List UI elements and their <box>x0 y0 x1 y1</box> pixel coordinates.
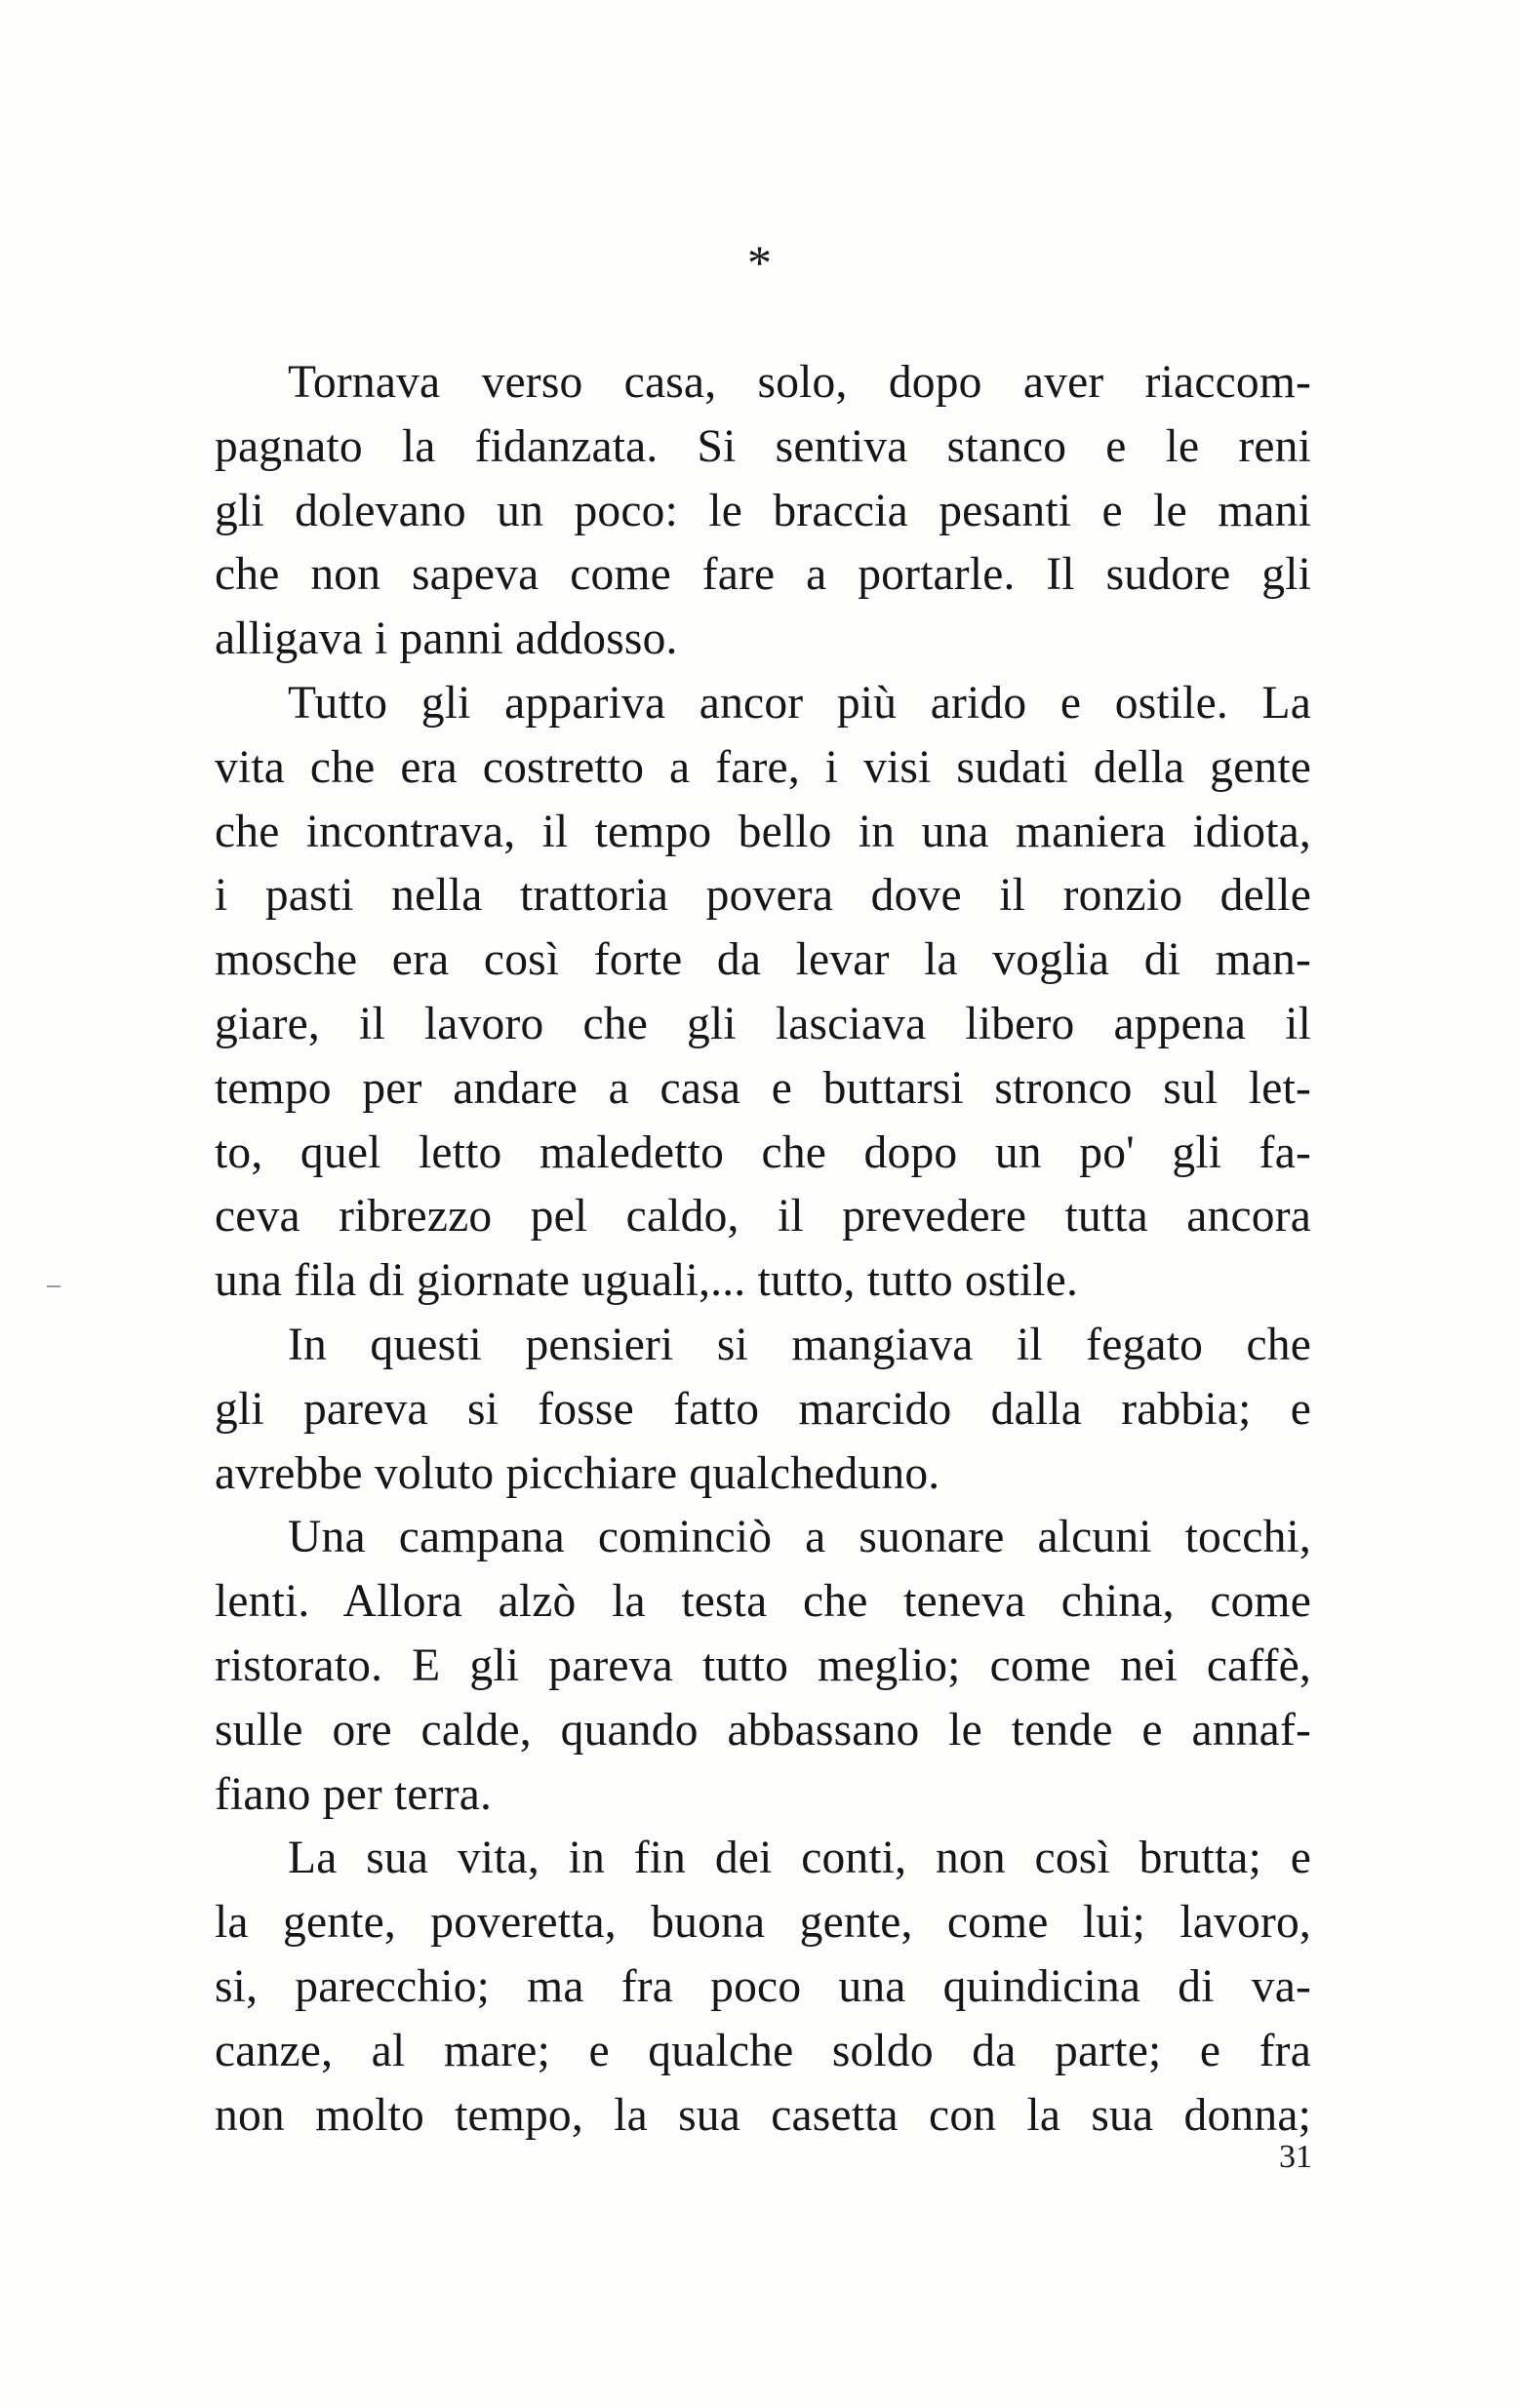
text-line: La sua vita, in fin dei conti, non così brutta; e <box>288 1833 1311 1884</box>
page-number: 31 <box>1279 2139 1312 2175</box>
text-line: si, parecchio; ma fra poco una quindicina di va- <box>215 1960 1311 2012</box>
text-line: In questi pensieri si mangiava il fegato che <box>288 1319 1311 1370</box>
body-text <box>215 351 1311 2148</box>
section-ornament: * <box>747 235 772 290</box>
text-line: gli pareva si fosse fatto marcido dalla rabbia; e <box>215 1383 1311 1435</box>
text-line: la gente, poveretta, buona gente, come lui; lavoro, <box>215 1897 1311 1949</box>
text-line: vita che era costretto a fare, i visi sudati della gente <box>215 741 1311 793</box>
text-line: non molto tempo, la sua casetta con la sua donna; <box>215 2089 1311 2141</box>
text-line: avrebbe voluto picchiare qualcheduno. <box>215 1447 940 1499</box>
text-line: sulle ore calde, quando abbassano le tende e annaf- <box>215 1704 1311 1756</box>
text-line: alligava i panni addosso. <box>215 613 678 665</box>
text-line: Tornava verso casa, solo, dopo aver riaccom- <box>288 357 1311 408</box>
text-line: una fila di giornate uguali,... tutto, tutto ostile. <box>215 1255 1079 1307</box>
text-line: pagnato la fidanzata. Si sentiva stanco e le reni <box>215 420 1311 472</box>
text-line: i pasti nella trattoria povera dove il ronzio delle <box>215 870 1311 922</box>
text-line: Tutto gli appariva ancor più arido e ostile. La <box>288 677 1311 729</box>
text-line: lenti. Allora alzò la testa che teneva china, come <box>215 1576 1311 1628</box>
scan-mark <box>47 1285 60 1287</box>
text-line: Una campana cominciò a suonare alcuni tocchi, <box>288 1512 1311 1563</box>
text-line: gli dolevano un poco: le braccia pesanti e le mani <box>215 485 1311 536</box>
text-line: fiano per terra. <box>215 1768 493 1820</box>
text-line: tempo per andare a casa e buttarsi stronco sul let- <box>215 1062 1311 1114</box>
text-line: mosche era così forte da levar la voglia di man- <box>215 934 1311 986</box>
text-line: ristorato. E gli pareva tutto meglio; come nei caffè, <box>215 1639 1311 1691</box>
text-line: canze, al mare; e qualche soldo da parte; e fra <box>215 2025 1311 2076</box>
text-line: ceva ribrezzo pel caldo, il prevedere tutta ancora <box>215 1191 1311 1243</box>
text-line: che incontrava, il tempo bello in una maniera idiota, <box>215 806 1311 857</box>
text-line: giare, il lavoro che gli lasciava libero appena il <box>215 998 1311 1049</box>
text-line: to, quel letto maledetto che dopo un po' gli fa- <box>215 1126 1311 1178</box>
text-line: che non sapeva come fare a portarle. Il sudore gli <box>215 549 1311 601</box>
